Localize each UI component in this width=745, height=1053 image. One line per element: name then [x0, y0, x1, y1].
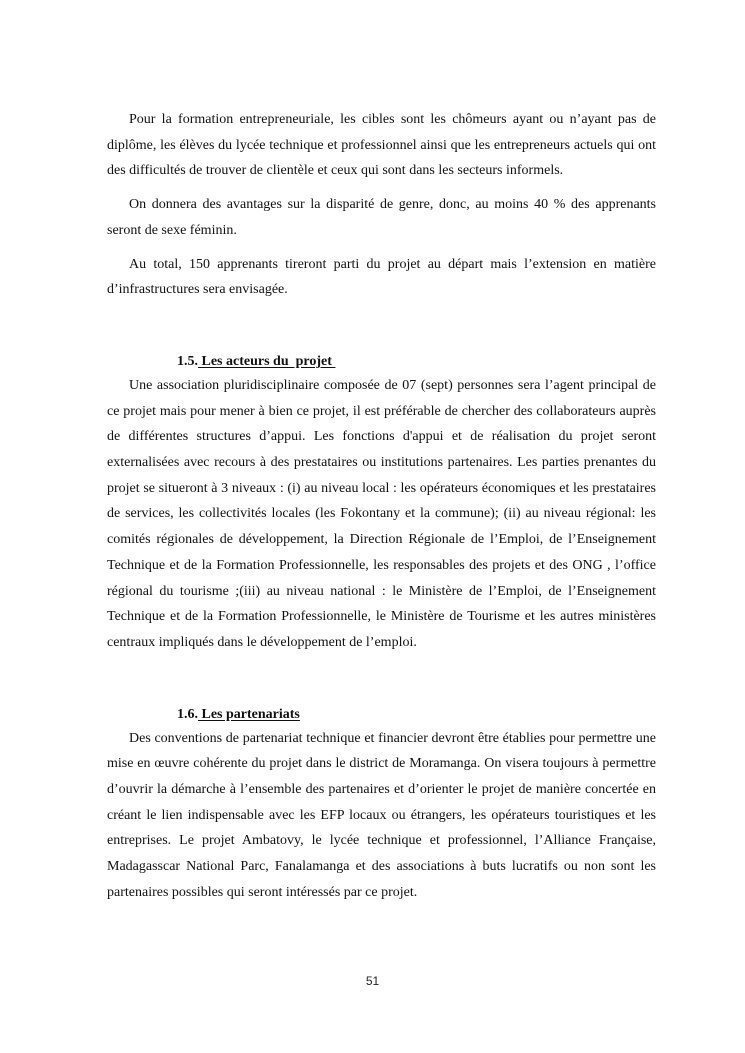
paragraph-total-apprenants: Au total, 150 apprenants tireront parti du projet au départ mais l’extension en matière d’infrastructures sera envisagée. — [107, 256, 656, 298]
section-title: Les acteurs du projet — [198, 353, 336, 369]
section-heading-1-5 — [107, 351, 656, 373]
section-heading-1-6 — [107, 704, 656, 726]
paragraph-partenariats: Des conventions de partenariat technique et financier devront être établies pour permettre une mise en œuvre cohérente du projet dans le district de Moramanga. On visera toujours à permettre d’ouvrir la démarche à l’ensemble des partenaires et d’orienter le projet de manière concertée en créant le lien indispensable avec les EFP locaux ou étrangers, les opérateurs touristiques et les entreprises. Le projet Ambatovy, le lycée technique et professionnel, l’Alliance Française, Madagasscar National Parc, Fanalamanga et des associations à buts lucratifs ou non sont les partenaires possibles qui seront intéressés par ce projet. — [107, 730, 656, 900]
section-number: 1.5. — [177, 353, 198, 369]
section-title: Les partenariats — [198, 706, 300, 722]
paragraph-formation-cibles: Pour la formation entrepreneuriale, les cibles sont les chômeurs ayant ou n’ayant pas de diplôme, les élèves du lycée technique et professionnel ainsi que les entrepreneurs actuels qui ont des difficultés de trouver de clientèle et ceux qui sont dans les secteurs informels. — [107, 112, 656, 179]
paragraph-disparite-genre: On donnera des avantages sur la disparité de genre, donc, au moins 40 % des apprenants seront de sexe féminin. — [107, 197, 656, 238]
paragraph-acteurs-projet: Une association pluridisciplinaire composée de 07 (sept) personnes sera l’agent principal de ce projet mais pour mener à bien ce projet, il est préférable de chercher des collaborateurs auprès de différentes structures d’appui. Les fonctions d'appui et de réalisation du projet seront externalisées avec recours à des prestataires ou institutions partenaires. Les parties prenantes du projet se situeront à 3 niveaux : (i) au niveau local : les opérateurs économiques et les prestataires de services, les collectivités locales (les Fokontany et la commune); (ii) au niveau régional: les comités régionales de développement, la Direction Régionale de l’Emploi, de l’Enseignement Technique et de la Formation Professionnelle, les responsables des projets et des ONG , l’office régional du tourisme ;(iii) au niveau national : le Ministère de l’Emploi, de l’Enseignement Technique et de la Formation Professionnelle, le Ministère de Tourisme et les autres ministères centraux impliqués dans le développement de l’emploi. — [107, 377, 656, 650]
section-number: 1.6. — [177, 706, 198, 722]
page-number: 51 — [365, 974, 380, 988]
document-page — [107, 107, 656, 906]
